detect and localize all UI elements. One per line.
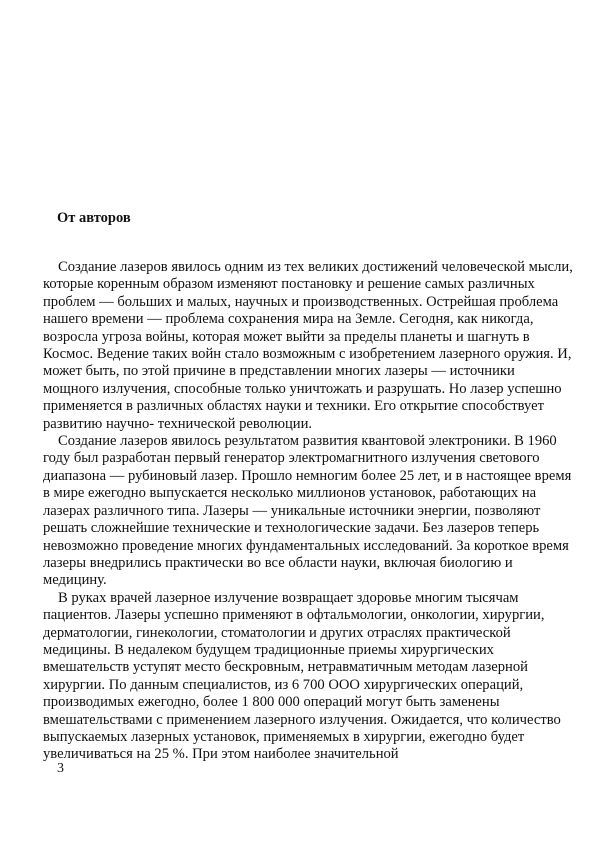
text-line: проблем — больших и малых, научных и производственных. Острейшая проблема [43,293,559,310]
text-line: В руках врачей лазерное излучение возвращает здоровье многим тысячам [58,589,519,606]
text-line: увеличиваться на 25 %. При этом наиболее значительной [43,746,399,763]
text-line: в мире ежегодно выпускается несколько миллионов установок, работающих на [43,485,537,502]
text-line: возросла угроза войны, которая может выйти за пределы планеты и шагнуть в [43,328,530,345]
text-line: которые коренным образом изменяют постановку и решение самых различных [43,276,535,293]
page-number: 3 [57,761,64,776]
text-line: Космос. Ведение таких войн стало возможным с изобретением лазерного оружия. И, [43,346,572,363]
text-line: вмешательствами с применением лазерного излучения. Ожидается, что количество [43,711,561,728]
text-line: лазерах различного типа. Лазеры — уникальные источники энергии, позволяют [43,502,541,519]
text-line: году был разработан первый генератор электромагнитного излучения светового [43,450,540,467]
text-line: хирургии. По данным специалистов, из 6 700 ООО хирургических операций, [43,676,524,693]
paragraph-2 [43,433,573,590]
text-line: применяется в различных областях науки и техники. Его открытие способствует [43,398,544,415]
text-line: производимых ежегодно, более 1 800 000 операций могут быть заменены [43,694,500,711]
text-line: развитию научно- технической революции. [43,415,313,432]
paragraph-1 [43,259,573,433]
text-line: медицины. В недалеком будущем традиционные приемы хирургических [43,641,494,658]
text-line: нашего времени — проблема сохранения мира на Земле. Сегодня, как никогда, [43,311,534,328]
text-line: Создание лазеров явилось результатом развития квантовой электроники. В 1960 [58,433,557,450]
text-line: лазеры внедрились практически во все области науки, включая биологию и [43,554,513,571]
section-heading: От авторов [57,210,131,226]
text-line: дерматологии, гинекологии, стоматологии и других отраслях практической [43,624,511,641]
text-line: медицину. [43,572,107,589]
text-line: вмешательств уступят место бескровным, нетравматичным методам лазерной [43,659,528,676]
text-line: невозможно проведение многих фундаментальных исследований. За короткое время [43,537,569,554]
text-line: может быть, по этой причине в представлении многих лазеры — источники [43,363,515,380]
text-line: диапазона — рубиновый лазер. Прошло немногим более 25 лет, и в настоящее время [43,467,572,484]
text-line: Создание лазеров явилось одним из тех великих достижений человеческой мысли, [58,259,573,275]
paragraph-3 [43,590,573,764]
text-line: решать сложнейшие технические и технологические задачи. Без лазеров теперь [43,520,540,537]
text-line: пациентов. Лазеры успешно применяют в офтальмологии, онкологии, хирургии, [43,607,545,624]
text-line: выпускаемых лазерных установок, применяемых в хирургии, ежегодно будет [43,728,525,745]
body-text [43,259,573,764]
text-line: мощного излучения, способные только уничтожать и разрушать. Но лазер успешно [43,380,562,397]
